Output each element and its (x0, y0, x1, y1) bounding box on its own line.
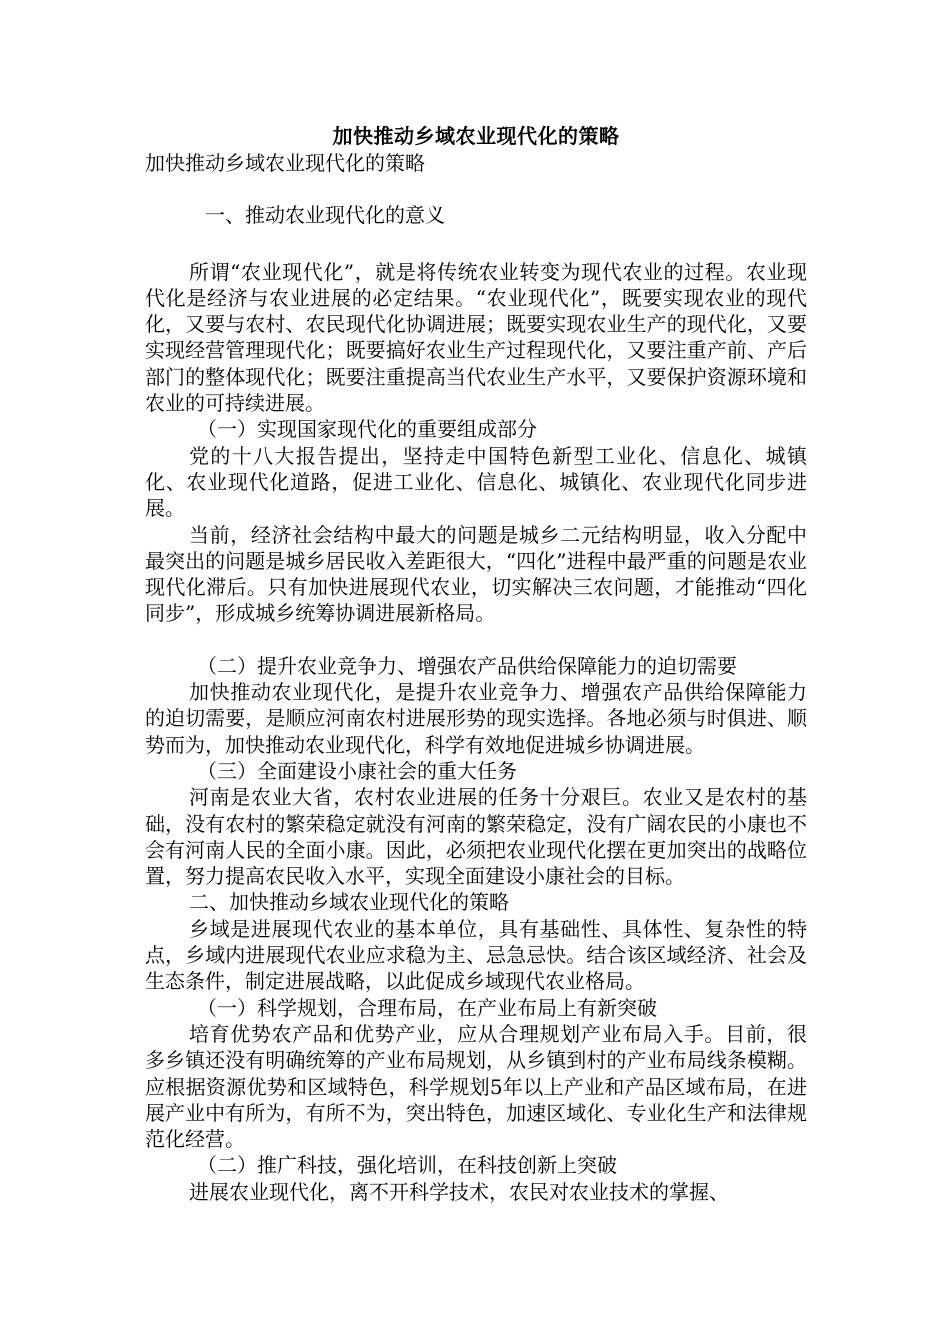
document-title: 加快推动乡域农业现代化的策略 (332, 124, 620, 148)
subsection-heading: （一）实现国家现代化的重要组成部分 (197, 417, 537, 442)
subsection-heading: （二）提升农业竞争力、增强农产品供给保障能力的迫切需要 (197, 653, 737, 678)
body-paragraph: 河南是农业大省，农村农业进展的任务十分艰巨。农业又是农村的基础，没有农村的繁荣稳定就没有河南的繁荣稳定，没有广阔农民的小康也不会有河南人民的全面小康。因此，必须把农业现代化摆在更加突出的战略位置，努力提高农民收入水平，实现全面建设小康社会的目标。 (145, 785, 807, 889)
body-paragraph: 乡域是进展现代农业的基本单位，具有基础性、具体性、复杂性的特点，乡域内进展现代农业应求稳为主、忌急忌快。结合该区域经济、社会及生态条件，制定进展战略，以此促成乡域现代农业格局。 (145, 916, 807, 994)
body-paragraph: 加快推动农业现代化，是提升农业竞争力、增强农产品供给保障能力的迫切需要，是顺应河南农村进展形势的现实选择。各地必须与时俱进、顺势而为，加快推动农业现代化，科学有效地促进城乡协调进展。 (145, 680, 807, 757)
subsection-heading: （一）科学规划，合理布局，在产业布局上有新突破 (197, 995, 657, 1020)
body-paragraph: 当前，经济社会结构中最大的问题是城乡二元结构明显，收入分配中最突出的问题是城乡居民收入差距很大，“四化”进程中最严重的问题是农业现代化滞后。只有加快进展现代农业，切实解决三农问题，才能推动“四化同步”，形成城乡统筹协调进展新格局。 (145, 522, 807, 626)
document-page (145, 122, 807, 1205)
body-paragraph: 党的十八大报告提出，坚持走中国特色新型工业化、信息化、城镇化、农业现代化道路，促进工业化、信息化、城镇化、农业现代化同步进展。 (145, 443, 807, 521)
subtitle-paragraph: 加快推动乡域农业现代化的策略 (145, 151, 425, 175)
body-paragraph: 进展农业现代化，离不开科学技术，农民对农业技术的掌握、 (189, 1179, 729, 1204)
subsection-heading: （二）推广科技，强化培训，在科技创新上突破 (197, 1153, 617, 1178)
body-paragraph: 培育优势农产品和优势产业，应从合理规划产业布局入手。目前，很多乡镇还没有明确统筹的产业布局规划，从乡镇到村的产业布局线条模糊。应根据资源优势和区域特色，科学规划5年以上产业和产品区域布局，在进展产业中有所为，有所不为，突出特色，加速区域化、专业化生产和法律规范化经营。 (145, 1021, 807, 1152)
subsection-heading: （三）全面建设小康社会的重大任务 (197, 758, 517, 783)
section-heading-2: 二、加快推动乡域农业现代化的策略 (189, 890, 509, 915)
section-heading-1: 一、推动农业现代化的意义 (205, 203, 445, 228)
body-paragraph: 所谓“农业现代化”，就是将传统农业转变为现代农业的过程。农业现代化是经济与农业进展的必定结果。“农业现代化”，既要实现农业的现代化，又要与农村、农民现代化协调进展；既要实现农业生产的现代化，又要实现经营管理现代化；既要搞好农业生产过程现代化，又要注重产前、产后部门的整体现代化；既要注重提高当代农业生产水平，又要保护资源环境和农业的可持续进展。 (145, 259, 807, 416)
